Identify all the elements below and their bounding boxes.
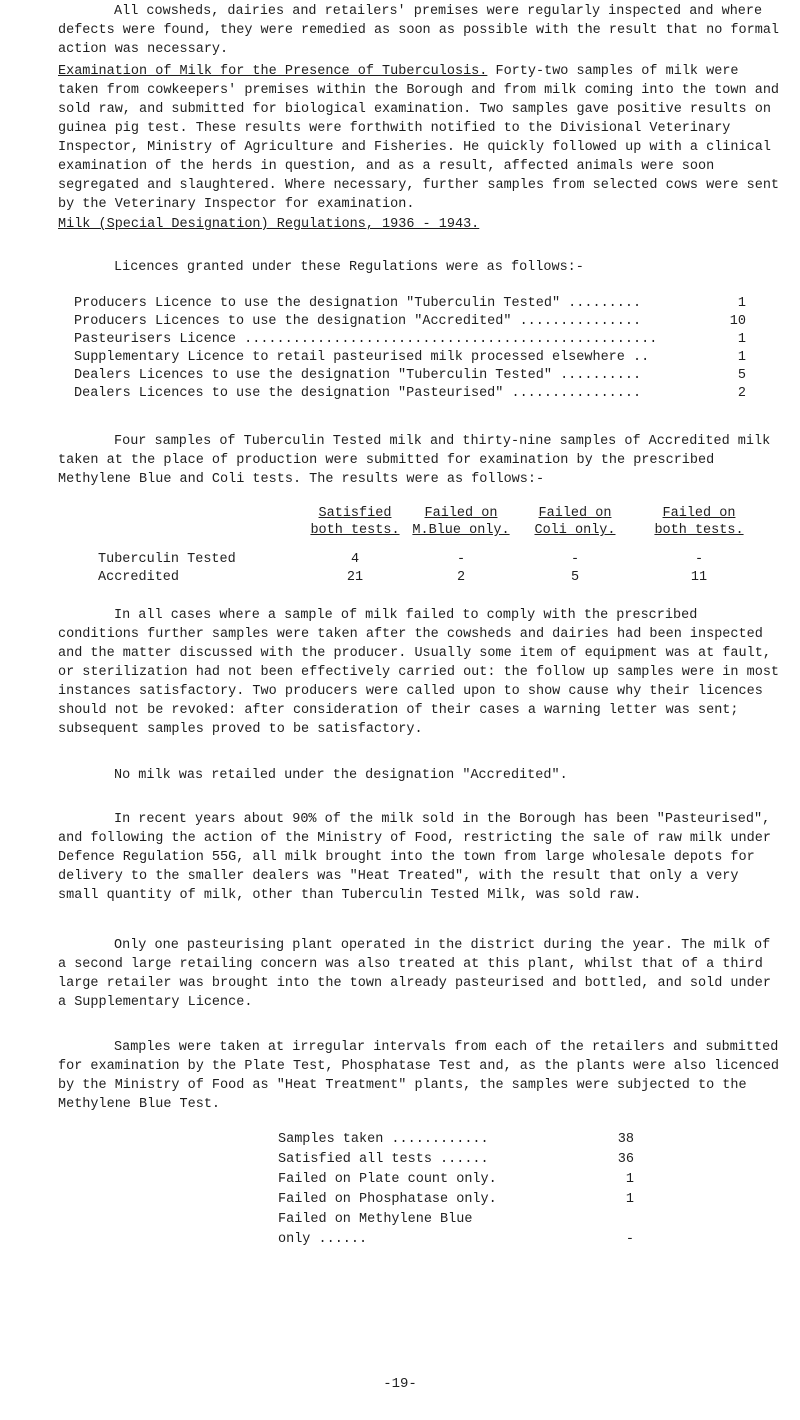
table-cell: 2 — [456, 570, 466, 585]
failed-samples-paragraph: In all cases where a sample of milk failed to comply with the prescribed conditions further samples were taken after the cowsheds and dairies had been inspected and the matter discussed with the producer. Usually some item of equipment was at fault, or sterilization had not been effectively carried out: the follow up samples were in most instances satisfactory. Two producers were called upon to show cause why their licences should not be revoked: after consideration of their cases a warning letter was sent; subsequent samples proved to be satisfactory. — [58, 608, 788, 737]
table-header: Satisfied both tests. — [310, 506, 400, 538]
licences-intro: Licences granted under these Regulations were as follows:- — [114, 260, 584, 275]
page-number: -19- — [383, 1376, 417, 1392]
table-cell: - — [570, 552, 580, 567]
table-header: Failed on M.Blue only. — [412, 506, 510, 538]
irregular-samples-paragraph: Samples were taken at irregular intervals from each of the retailers and submitted for examination by the Plate Test, Phosphatase Test and, as the plants were also licenced by the Ministry of Food as "Heat Treatment" plants, the samples were subjected to the Methylene Blue Test. — [58, 1040, 788, 1112]
table-header: Failed on both tests. — [654, 506, 744, 538]
table-cell: - — [456, 552, 466, 567]
intro-paragraph: All cowsheds, dairies and retailers' premises were regularly inspected and where defects were found, they were remedied as soon as possible with the result that no formal action was necessary. — [58, 4, 788, 57]
pasteurised-paragraph: In recent years about 90% of the milk sold in the Borough has been "Pasteurised", and following the action of the Ministry of Food, restricting the sale of raw milk under Defence Regulation 55G, all milk brought into the town from large wholesale depots for delivery to the smaller dealers was "Heat Treated", with the result that only a very small quantity of milk, other than Tuberculin Tested Milk, was sold raw. — [58, 812, 780, 903]
tuberculosis-body: Forty-two samples of milk were taken from cowkeepers' premises within the Borough and from milk coming into the town and sold raw, and submitted for biological examination. Two samples gave positive results on guinea pig test. These results were forthwith notified to the Divisional Veterinary Inspector, Ministry of Agriculture and Fisheries. He quickly followed up with a clinical examination of the herds in question, and as a result, affected animals were soon segregated and slaughtered. Where necessary, further samples from selected cows were sent by the Veterinary Inspector for examination. — [58, 64, 788, 212]
tuberculosis-heading: Examination of Milk for the Presence of Tuberculosis. — [58, 64, 488, 79]
regulations-heading: Milk (Special Designation) Regulations, 1936 - 1943. — [58, 217, 480, 232]
document-page: All cowsheds, dairies and retailers' premises were regularly inspected and where defects were found, they were remedied as soon as possible with the result that no formal action was necessary. Examination of Milk for the Presence of Tuberculosis. Forty-two samples of milk were taken from cowkeepers' premises within the Borough and from milk coming into the town and sold raw, and submitted for biological examination. Two samples gave positive results on guinea pig test. These results were forthwith notified to the Divisional Veterinary Inspector, Ministry of Agriculture and Fisheries. He quickly followed up with a clinical examination of the herds in question, and as a result, affected animals were soon segregated and slaughtered. Where necessary, further samples from selected cows were sent by the Veterinary Inspector for examination. Milk (Special Designation) Regulations, 1936 - 1943. Licences granted under these Regulations were as follows:- Producers Licence to use the designation "Tuberculin Tested" ......... 1 Producers Licences to use the designation "Accredited" ............... 10 Pasteurisers Licence ................................................... 1 Supplementary Licence to retail pasteurised milk processed elsewhere .. 1 Dealers Licences to use the designation "Tuberculin Tested" .......... 5 Dealers Licences to use the designation "Pasteurised" ................ 2 Four samples of Tuberculin Tested milk and thirty-nine samples of Accredited milk taken at the place of production were submitted for examination by the prescribed Methylene Blue and Coli tests. The results were as follows:- Satisfied both tests. Failed on M.Blue only. Failed on Coli only. Failed on both tests. Tuberculin Tested 4 - - - Accredited 21 2 5 11 In all cases where a sample of milk failed to comply with the prescribed conditions further samples were taken after the cowsheds and dairies had been inspected and the matter discussed with the producer. Usually some item of equipment was at fault, or sterilization had not been effectively carried out: the follow up samples were in most instances satisfactory. Two producers were called upon to show cause why their licences should not be revoked: after consideration of their cases a warning letter was sent; subsequent samples proved to be satisfactory. No milk was retailed under the designation "Accredited". In recent years about 90% of the milk sold in the Borough has been "Pasteurised", and following the action of the Ministry of Food, restricting the sale of raw milk under Defence Regulation 55G, all milk brought into the town from large wholesale depots for delivery to the smaller dealers was "Heat Treated", with the result that only a very small quantity of milk, other than Tuberculin Tested Milk, was sold raw. Only one pasteurising plant operated in the district during the year. The milk of a second large retailing concern was also treated at this plant, whilst that of a third large retailer was brought into the town already pasteurised and bottled, and sold under a Supplementary Licence. Samples were taken at irregular intervals from each of the retailers and submitted for examination by the Plate Test, Phosphatase Test and, as the plants were also licenced by the Ministry of Food as "Heat Treatment" plants, the samples were subjected to the Methylene Blue Test. Samples taken ............ 38 Satisfied all tests ...... 36 Failed on Plate count only. 1 Failed on Phosphatase only. 1 Failed on Methylene Blue only ...... - -19- — [0, 0, 800, 1420]
tuberculosis-paragraph — [58, 62, 788, 214]
table-cell: 4 — [350, 552, 360, 567]
table-row-label: Accredited — [98, 570, 180, 585]
samples-paragraph: Four samples of Tuberculin Tested milk and thirty-nine samples of Accredited milk taken at the place of production were submitted for examination by the prescribed Methylene Blue and Coli tests. The results were as follows:- — [58, 434, 779, 487]
table-cell: 5 — [570, 570, 580, 585]
table-header: Failed on Coli only. — [534, 506, 616, 538]
table-cell: - — [694, 552, 704, 567]
plant-paragraph: Only one pasteurising plant operated in the district during the year. The milk of a second large retailing concern was also treated at this plant, whilst that of a third large retailer was brought into the town already pasteurised and bottled, and sold under a Supplementary Licence. — [58, 938, 780, 1010]
table-cell: 11 — [690, 570, 708, 585]
table-row-label: Tuberculin Tested — [98, 552, 236, 567]
no-accredited-note: No milk was retailed under the designation "Accredited". — [114, 768, 568, 783]
table-cell: 21 — [346, 570, 364, 585]
